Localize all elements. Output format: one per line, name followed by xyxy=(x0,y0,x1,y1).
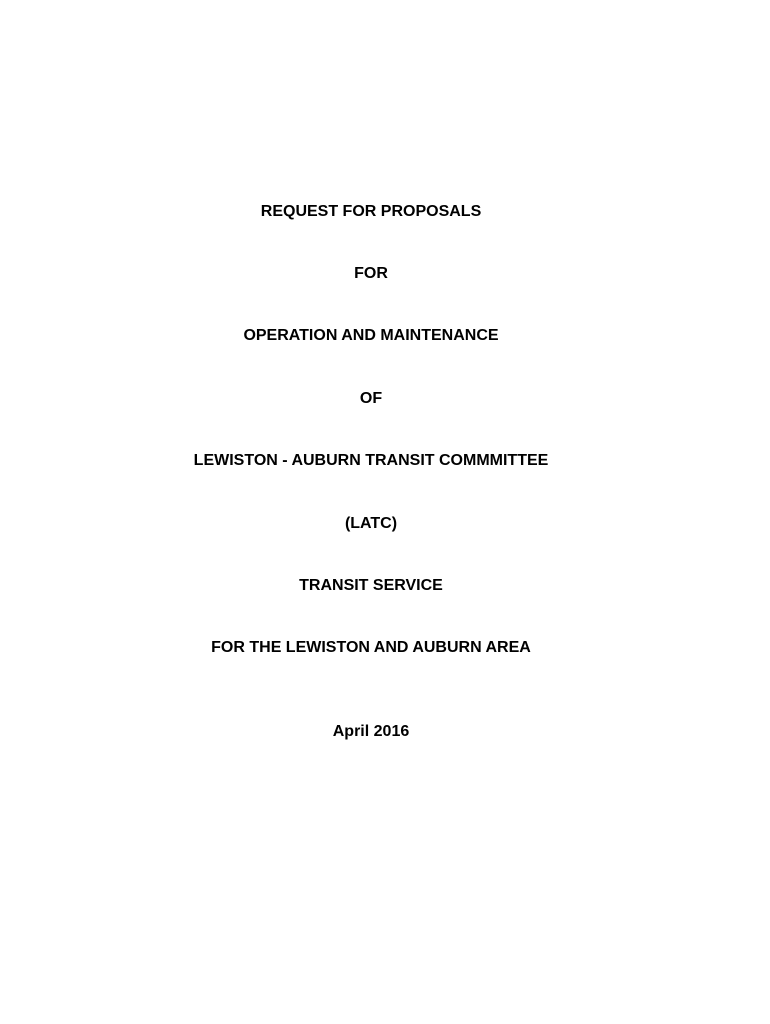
title-line-acronym: (LATC) xyxy=(344,515,398,532)
title-line-operation-and-maintenance: OPERATION AND MAINTENANCE xyxy=(243,327,499,344)
title-line-request-for-proposals: REQUEST FOR PROPOSALS xyxy=(260,203,482,220)
title-line-area: FOR THE LEWISTON AND AUBURN AREA xyxy=(211,639,531,656)
title-line-of: OF xyxy=(359,390,383,407)
title-line-for: FOR xyxy=(354,265,388,282)
title-line-committee-name: LEWISTON - AUBURN TRANSIT COMMMITTEE xyxy=(193,452,549,469)
title-line-transit-service: TRANSIT SERVICE xyxy=(299,577,443,594)
document-date: April 2016 xyxy=(332,723,410,740)
